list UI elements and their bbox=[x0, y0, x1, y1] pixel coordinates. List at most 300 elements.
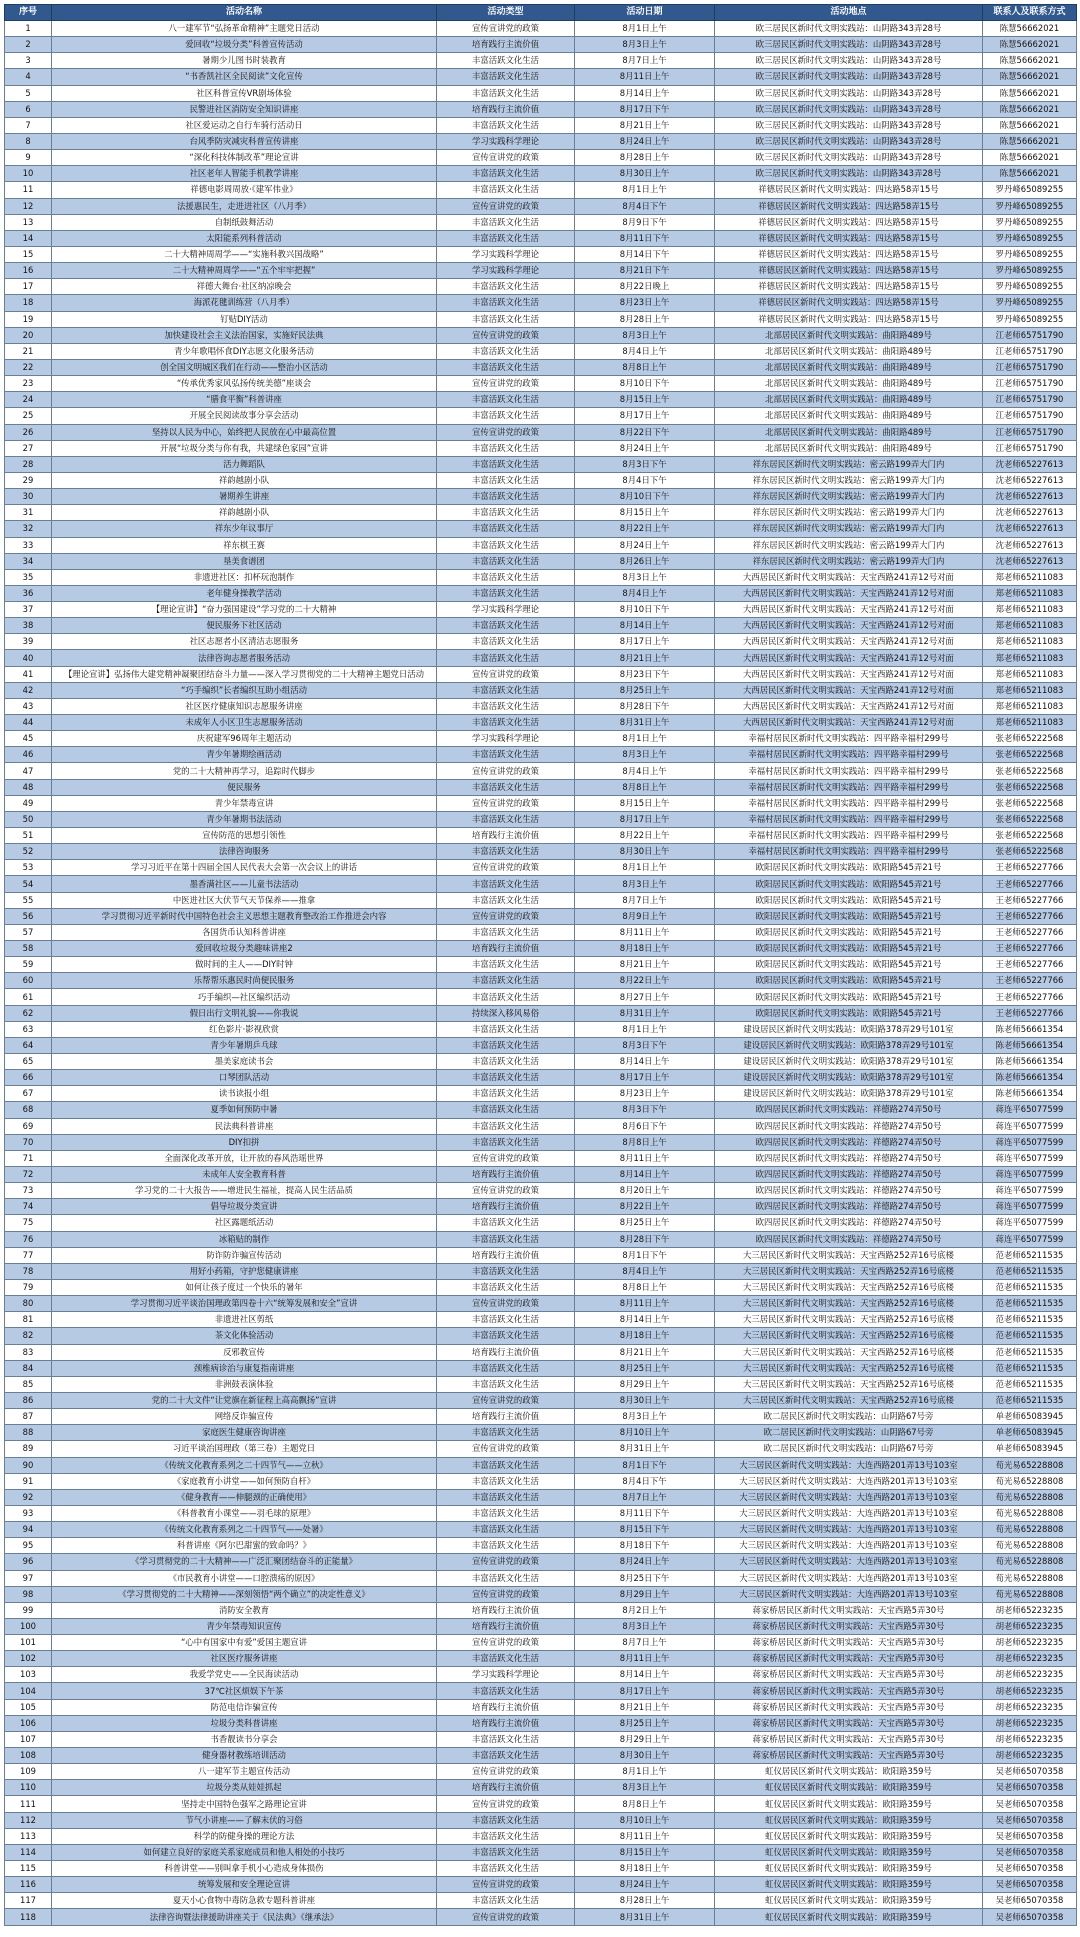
cell-contact: 罗丹峰65089255 bbox=[983, 263, 1077, 279]
cell-contact: 罗丹峰65089255 bbox=[983, 214, 1077, 230]
cell-contact: 罗丹峰65089255 bbox=[983, 182, 1077, 198]
cell-activity-type: 丰富活跃文化生活 bbox=[437, 1489, 575, 1505]
cell-activity-location: 欧二居民区新时代文明实践站：山阴路67号旁 bbox=[715, 1425, 983, 1441]
cell-contact: 蒋连平65077599 bbox=[983, 1231, 1077, 1247]
cell-activity-name: 社区老年人智能手机教学讲座 bbox=[52, 166, 437, 182]
cell-activity-date: 8月25日上午 bbox=[575, 1360, 715, 1376]
cell-activity-type: 丰富活跃文化生活 bbox=[437, 1893, 575, 1909]
table-row bbox=[5, 69, 1077, 85]
table-row bbox=[5, 1150, 1077, 1166]
cell-index: 42 bbox=[5, 682, 52, 698]
cell-contact: 江老师65751790 bbox=[983, 359, 1077, 375]
cell-activity-location: 大三居民区新时代文明实践站：天宝西路252弄16号底楼 bbox=[715, 1392, 983, 1408]
cell-activity-name: “巧手编织”长者编织互助小组活动 bbox=[52, 682, 437, 698]
cell-activity-location: 欧四居民区新时代文明实践站：祥德路274弄50号 bbox=[715, 1199, 983, 1215]
cell-index: 13 bbox=[5, 214, 52, 230]
cell-index: 68 bbox=[5, 1102, 52, 1118]
cell-activity-date: 8月15日下午 bbox=[575, 1522, 715, 1538]
cell-activity-location: 大三居民区新时代文明实践站：大连西路201弄13号103室 bbox=[715, 1522, 983, 1538]
cell-activity-type: 丰富活跃文化生活 bbox=[437, 1844, 575, 1860]
table-row bbox=[5, 1570, 1077, 1586]
cell-index: 90 bbox=[5, 1457, 52, 1473]
cell-contact: 蒋连平65077599 bbox=[983, 1183, 1077, 1199]
table-row bbox=[5, 715, 1077, 731]
cell-activity-type: 丰富活跃文化生活 bbox=[437, 585, 575, 601]
cell-index: 54 bbox=[5, 876, 52, 892]
cell-activity-date: 8月21日上午 bbox=[575, 1344, 715, 1360]
cell-contact: 沈老师65227613 bbox=[983, 537, 1077, 553]
cell-activity-location: 欧阳居民区新时代文明实践站：欧阳路545弄21号 bbox=[715, 892, 983, 908]
cell-activity-date: 8月3日上午 bbox=[575, 1618, 715, 1634]
table-row bbox=[5, 263, 1077, 279]
cell-index: 17 bbox=[5, 279, 52, 295]
cell-contact: 王老师65227766 bbox=[983, 860, 1077, 876]
cell-contact: 陈慧56662021 bbox=[983, 85, 1077, 101]
table-row bbox=[5, 666, 1077, 682]
table-row bbox=[5, 1425, 1077, 1441]
cell-activity-date: 8月3日上午 bbox=[575, 1409, 715, 1425]
table-row bbox=[5, 828, 1077, 844]
cell-activity-location: 虹仪居民区新时代文明实践站：欧阳路359号 bbox=[715, 1796, 983, 1812]
cell-activity-location: 欧阳居民区新时代文明实践站：欧阳路545弄21号 bbox=[715, 924, 983, 940]
cell-activity-date: 8月7日上午 bbox=[575, 1489, 715, 1505]
cell-contact: 蒋连平65077599 bbox=[983, 1102, 1077, 1118]
cell-activity-type: 宣传宣讲党的政策 bbox=[437, 150, 575, 166]
table-row bbox=[5, 1731, 1077, 1747]
cell-contact: 范老师65211535 bbox=[983, 1328, 1077, 1344]
table-row bbox=[5, 1877, 1077, 1893]
cell-activity-location: 大三居民区新时代文明实践站：天宝西路252弄16号底楼 bbox=[715, 1376, 983, 1392]
table-row bbox=[5, 1037, 1077, 1053]
table-body bbox=[5, 21, 1077, 1926]
table-row bbox=[5, 957, 1077, 973]
cell-activity-type: 培育践行主流价值 bbox=[437, 1166, 575, 1182]
cell-activity-name: 节气小讲座——了解末伏的习俗 bbox=[52, 1812, 437, 1828]
cell-activity-date: 8月28日上午 bbox=[575, 150, 715, 166]
cell-index: 34 bbox=[5, 553, 52, 569]
cell-activity-name: 爱回收垃圾分类趣味讲座2 bbox=[52, 941, 437, 957]
cell-activity-date: 8月24日上午 bbox=[575, 1554, 715, 1570]
cell-activity-location: 大三居民区新时代文明实践站：大连西路201弄13号103室 bbox=[715, 1473, 983, 1489]
cell-contact: 胡老师65223235 bbox=[983, 1683, 1077, 1699]
cell-activity-date: 8月31日上午 bbox=[575, 1441, 715, 1457]
cell-contact: 荀光易65228808 bbox=[983, 1457, 1077, 1473]
cell-activity-name: 书香靓读书分享会 bbox=[52, 1731, 437, 1747]
table-row bbox=[5, 989, 1077, 1005]
cell-activity-type: 丰富活跃文化生活 bbox=[437, 957, 575, 973]
table-row bbox=[5, 602, 1077, 618]
table-row bbox=[5, 553, 1077, 569]
cell-contact: 胡老师65223235 bbox=[983, 1602, 1077, 1618]
cell-index: 28 bbox=[5, 456, 52, 472]
cell-activity-location: 北部居民区新时代文明实践站：曲阳路489号 bbox=[715, 343, 983, 359]
table-row bbox=[5, 1005, 1077, 1021]
cell-activity-location: 蒋家桥居民区新时代文明实践站：天宝西路5弄30号 bbox=[715, 1683, 983, 1699]
cell-activity-date: 8月30日上午 bbox=[575, 844, 715, 860]
cell-activity-name: 祥韵越剧小队 bbox=[52, 505, 437, 521]
cell-activity-date: 8月29日上午 bbox=[575, 1586, 715, 1602]
cell-activity-location: 建设居民区新时代文明实践站：欧阳路378弄29号101室 bbox=[715, 1037, 983, 1053]
cell-activity-location: 大三居民区新时代文明实践站：大连西路201弄13号103室 bbox=[715, 1538, 983, 1554]
cell-contact: 罗丹峰65089255 bbox=[983, 246, 1077, 262]
cell-activity-name: 钉贴DIY活动 bbox=[52, 311, 437, 327]
cell-activity-date: 8月15日上午 bbox=[575, 795, 715, 811]
table-row bbox=[5, 1231, 1077, 1247]
cell-activity-type: 丰富活跃文化生活 bbox=[437, 1538, 575, 1554]
cell-activity-type: 宣传宣讲党的政策 bbox=[437, 1796, 575, 1812]
cell-contact: 张老师65222568 bbox=[983, 731, 1077, 747]
cell-activity-type: 宣传宣讲党的政策 bbox=[437, 376, 575, 392]
table-row bbox=[5, 295, 1077, 311]
cell-activity-location: 欧四居民区新时代文明实践站：祥德路274弄50号 bbox=[715, 1231, 983, 1247]
cell-activity-location: 欧三居民区新时代文明实践站：山阴路343弄28号 bbox=[715, 37, 983, 53]
cell-activity-date: 8月3日上午 bbox=[575, 569, 715, 585]
cell-activity-location: 大西居民区新时代文明实践站：天宝西路241弄12号对面 bbox=[715, 634, 983, 650]
cell-activity-name: 社区医疗服务讲座 bbox=[52, 1651, 437, 1667]
cell-activity-location: 大西居民区新时代文明实践站：天宝西路241弄12号对面 bbox=[715, 650, 983, 666]
cell-activity-location: 大三居民区新时代文明实践站：天宝西路252弄16号底楼 bbox=[715, 1328, 983, 1344]
cell-activity-date: 8月9日上午 bbox=[575, 908, 715, 924]
cell-activity-location: 欧四居民区新时代文明实践站：祥德路274弄50号 bbox=[715, 1183, 983, 1199]
cell-activity-type: 宣传宣讲党的政策 bbox=[437, 327, 575, 343]
cell-activity-type: 丰富活跃文化生活 bbox=[437, 553, 575, 569]
table-row bbox=[5, 1748, 1077, 1764]
cell-activity-date: 8月30日上午 bbox=[575, 1748, 715, 1764]
cell-activity-name: 网络反诈骗宣传 bbox=[52, 1409, 437, 1425]
cell-index: 46 bbox=[5, 747, 52, 763]
cell-index: 10 bbox=[5, 166, 52, 182]
cell-activity-location: 北部居民区新时代文明实践站：曲阳路489号 bbox=[715, 392, 983, 408]
cell-activity-name: 八一建军节主题宣传活动 bbox=[52, 1764, 437, 1780]
cell-contact: 张老师65222568 bbox=[983, 844, 1077, 860]
cell-index: 36 bbox=[5, 585, 52, 601]
table-row bbox=[5, 1635, 1077, 1651]
cell-activity-type: 宣传宣讲党的政策 bbox=[437, 424, 575, 440]
cell-index: 84 bbox=[5, 1360, 52, 1376]
cell-contact: 张老师65222568 bbox=[983, 779, 1077, 795]
cell-index: 88 bbox=[5, 1425, 52, 1441]
cell-activity-date: 8月24日上午 bbox=[575, 440, 715, 456]
cell-index: 27 bbox=[5, 440, 52, 456]
cell-activity-type: 丰富活跃文化生活 bbox=[437, 1263, 575, 1279]
cell-index: 87 bbox=[5, 1409, 52, 1425]
cell-index: 38 bbox=[5, 618, 52, 634]
cell-contact: 范老师65211535 bbox=[983, 1312, 1077, 1328]
cell-contact: 陈慧56662021 bbox=[983, 21, 1077, 37]
cell-activity-name: 台风季防灾减灾科普宣传讲座 bbox=[52, 133, 437, 149]
table-row bbox=[5, 618, 1077, 634]
cell-contact: 荀光易65228808 bbox=[983, 1554, 1077, 1570]
cell-activity-type: 丰富活跃文化生活 bbox=[437, 989, 575, 1005]
cell-activity-name: 法援惠民生，走进进社区（八月季） bbox=[52, 198, 437, 214]
cell-activity-date: 8月18日上午 bbox=[575, 1861, 715, 1877]
cell-activity-location: 大西居民区新时代文明实践站：天宝西路241弄12号对面 bbox=[715, 618, 983, 634]
cell-activity-type: 丰富活跃文化生活 bbox=[437, 343, 575, 359]
cell-index: 62 bbox=[5, 1005, 52, 1021]
cell-index: 19 bbox=[5, 311, 52, 327]
cell-index: 117 bbox=[5, 1893, 52, 1909]
cell-activity-date: 8月4日上午 bbox=[575, 763, 715, 779]
cell-activity-location: 祥德居民区新时代文明实践站：四达路58弄15号 bbox=[715, 230, 983, 246]
cell-index: 110 bbox=[5, 1780, 52, 1796]
cell-index: 40 bbox=[5, 650, 52, 666]
cell-activity-type: 丰富活跃文化生活 bbox=[437, 1279, 575, 1295]
cell-activity-location: 欧阳居民区新时代文明实践站：欧阳路545弄21号 bbox=[715, 908, 983, 924]
cell-activity-location: 幸福村居民区新时代文明实践站：四平路幸福村299号 bbox=[715, 828, 983, 844]
table-row bbox=[5, 682, 1077, 698]
cell-index: 56 bbox=[5, 908, 52, 924]
table-row bbox=[5, 973, 1077, 989]
table-row bbox=[5, 214, 1077, 230]
cell-index: 89 bbox=[5, 1441, 52, 1457]
cell-activity-date: 8月24日上午 bbox=[575, 133, 715, 149]
table-row bbox=[5, 408, 1077, 424]
cell-index: 66 bbox=[5, 1070, 52, 1086]
cell-activity-name: 红色影片·影视欣赏 bbox=[52, 1021, 437, 1037]
cell-activity-name: 祥韵越剧小队 bbox=[52, 472, 437, 488]
cell-contact: 单老师65083945 bbox=[983, 1425, 1077, 1441]
cell-activity-location: 虹仪居民区新时代文明实践站：欧阳路359号 bbox=[715, 1861, 983, 1877]
cell-activity-location: 祥东居民区新时代文明实践站：密云路199弄大门内 bbox=[715, 537, 983, 553]
cell-activity-type: 宣传宣讲党的政策 bbox=[437, 1296, 575, 1312]
cell-activity-date: 8月3日下午 bbox=[575, 1037, 715, 1053]
cell-activity-name: 爱回收“垃圾分类”科普宣传活动 bbox=[52, 37, 437, 53]
cell-contact: 吴老师65070358 bbox=[983, 1861, 1077, 1877]
cell-activity-location: 蒋家桥居民区新时代文明实践站：天宝西路5弄30号 bbox=[715, 1635, 983, 1651]
cell-activity-date: 8月31日上午 bbox=[575, 1909, 715, 1925]
cell-contact: 罗丹峰65089255 bbox=[983, 279, 1077, 295]
cell-contact: 胡老师65223235 bbox=[983, 1748, 1077, 1764]
table-row bbox=[5, 521, 1077, 537]
cell-index: 3 bbox=[5, 53, 52, 69]
cell-activity-location: 欧三居民区新时代文明实践站：山阴路343弄28号 bbox=[715, 53, 983, 69]
cell-activity-date: 8月1日下午 bbox=[575, 1457, 715, 1473]
table-row bbox=[5, 1909, 1077, 1925]
table-row bbox=[5, 924, 1077, 940]
cell-activity-location: 大三居民区新时代文明实践站：大连西路201弄13号103室 bbox=[715, 1505, 983, 1521]
cell-index: 113 bbox=[5, 1828, 52, 1844]
cell-activity-type: 丰富活跃文化生活 bbox=[437, 1215, 575, 1231]
header-activity-date: 活动日期 bbox=[575, 5, 715, 21]
cell-contact: 王老师65227766 bbox=[983, 892, 1077, 908]
cell-index: 32 bbox=[5, 521, 52, 537]
cell-activity-name: 消防安全教育 bbox=[52, 1602, 437, 1618]
cell-activity-type: 培育践行主流价值 bbox=[437, 1699, 575, 1715]
cell-activity-name: 如何建立良好的家庭关系家庭成员和他人相处的小技巧 bbox=[52, 1844, 437, 1860]
cell-activity-date: 8月8日上午 bbox=[575, 1134, 715, 1150]
cell-activity-date: 8月1日上午 bbox=[575, 1764, 715, 1780]
cell-activity-location: 欧三居民区新时代文明实践站：山阴路343弄28号 bbox=[715, 85, 983, 101]
cell-contact: 陈老师56661354 bbox=[983, 1070, 1077, 1086]
cell-contact: 蒋连平65077599 bbox=[983, 1118, 1077, 1134]
cell-activity-date: 8月4日下午 bbox=[575, 472, 715, 488]
cell-activity-location: 北部居民区新时代文明实践站：曲阳路489号 bbox=[715, 440, 983, 456]
cell-index: 115 bbox=[5, 1861, 52, 1877]
cell-activity-date: 8月3日上午 bbox=[575, 747, 715, 763]
cell-activity-date: 8月30日上午 bbox=[575, 1392, 715, 1408]
cell-activity-location: 建设居民区新时代文明实践站：欧阳路378弄29号101室 bbox=[715, 1021, 983, 1037]
cell-contact: 郑老师65211083 bbox=[983, 602, 1077, 618]
cell-index: 35 bbox=[5, 569, 52, 585]
table-row bbox=[5, 21, 1077, 37]
cell-activity-type: 丰富活跃文化生活 bbox=[437, 1425, 575, 1441]
cell-activity-type: 丰富活跃文化生活 bbox=[437, 1651, 575, 1667]
cell-activity-date: 8月22日上午 bbox=[575, 973, 715, 989]
cell-contact: 吴老师65070358 bbox=[983, 1844, 1077, 1860]
cell-activity-name: “膳食平衡”科普讲座 bbox=[52, 392, 437, 408]
cell-index: 75 bbox=[5, 1215, 52, 1231]
table-row bbox=[5, 505, 1077, 521]
cell-activity-name: 学习贯彻习近平新时代中国特色社会主义思想主题教育整改治工作推进会内容 bbox=[52, 908, 437, 924]
cell-activity-name: 便民服务下社区活动 bbox=[52, 618, 437, 634]
cell-activity-date: 8月3日下午 bbox=[575, 1102, 715, 1118]
table-row bbox=[5, 795, 1077, 811]
cell-activity-location: 大西居民区新时代文明实践站：天宝西路241弄12号对面 bbox=[715, 602, 983, 618]
cell-activity-location: 大三居民区新时代文明实践站：天宝西路252弄16号底楼 bbox=[715, 1279, 983, 1295]
cell-activity-name: “深化科技体制改革”理论宣讲 bbox=[52, 150, 437, 166]
cell-activity-location: 大三居民区新时代文明实践站：大连西路201弄13号103室 bbox=[715, 1489, 983, 1505]
cell-activity-date: 8月15日上午 bbox=[575, 392, 715, 408]
cell-activity-name: 《传统文化教育系列之二十四节气——处暑》 bbox=[52, 1522, 437, 1538]
cell-activity-date: 8月11日上午 bbox=[575, 1296, 715, 1312]
cell-activity-location: 欧四居民区新时代文明实践站：祥德路274弄50号 bbox=[715, 1134, 983, 1150]
cell-contact: 胡老师65223235 bbox=[983, 1618, 1077, 1634]
cell-contact: 王老师65227766 bbox=[983, 973, 1077, 989]
cell-contact: 荀光易65228808 bbox=[983, 1538, 1077, 1554]
cell-activity-date: 8月24日上午 bbox=[575, 537, 715, 553]
cell-activity-type: 学习实践科学理论 bbox=[437, 263, 575, 279]
cell-activity-location: 幸福村居民区新时代文明实践站：四平路幸福村299号 bbox=[715, 747, 983, 763]
cell-activity-name: 垃圾分类科普讲座 bbox=[52, 1715, 437, 1731]
cell-activity-name: 未成年人小区卫生志愿服务活动 bbox=[52, 715, 437, 731]
cell-activity-date: 8月23日上午 bbox=[575, 1086, 715, 1102]
table-row bbox=[5, 150, 1077, 166]
cell-activity-location: 祥德居民区新时代文明实践站：四达路58弄15号 bbox=[715, 182, 983, 198]
cell-activity-type: 培育践行主流价值 bbox=[437, 1602, 575, 1618]
cell-activity-name: 读书读报小组 bbox=[52, 1086, 437, 1102]
cell-contact: 单老师65083945 bbox=[983, 1409, 1077, 1425]
table-row bbox=[5, 53, 1077, 69]
cell-activity-type: 丰富活跃文化生活 bbox=[437, 456, 575, 472]
cell-contact: 胡老师65223235 bbox=[983, 1635, 1077, 1651]
cell-contact: 范老师65211535 bbox=[983, 1279, 1077, 1295]
cell-index: 16 bbox=[5, 263, 52, 279]
cell-contact: 陈老师56661354 bbox=[983, 1086, 1077, 1102]
cell-contact: 郑老师65211083 bbox=[983, 666, 1077, 682]
cell-contact: 陈老师56661354 bbox=[983, 1054, 1077, 1070]
cell-activity-name: 全面深化改革开放，让开放的春风浩瑶世界 bbox=[52, 1150, 437, 1166]
cell-contact: 陈慧56662021 bbox=[983, 117, 1077, 133]
cell-activity-location: 祥东居民区新时代文明实践站：密云路199弄大门内 bbox=[715, 521, 983, 537]
cell-index: 94 bbox=[5, 1522, 52, 1538]
cell-contact: 罗丹峰65089255 bbox=[983, 230, 1077, 246]
cell-activity-type: 学习实践科学理论 bbox=[437, 602, 575, 618]
cell-contact: 沈老师65227613 bbox=[983, 505, 1077, 521]
cell-activity-date: 8月30日上午 bbox=[575, 166, 715, 182]
cell-activity-name: 海派花毽训练营（八月季） bbox=[52, 295, 437, 311]
cell-activity-name: 倡导垃圾分类宣讲 bbox=[52, 1199, 437, 1215]
cell-index: 100 bbox=[5, 1618, 52, 1634]
cell-activity-date: 8月7日上午 bbox=[575, 53, 715, 69]
cell-contact: 江老师65751790 bbox=[983, 376, 1077, 392]
cell-activity-location: 欧阳居民区新时代文明实践站：欧阳路545弄21号 bbox=[715, 876, 983, 892]
table-row bbox=[5, 1683, 1077, 1699]
cell-activity-name: 宣传防范的思想引领性 bbox=[52, 828, 437, 844]
cell-activity-name: 坚持走中国特色强军之路理论宣讲 bbox=[52, 1796, 437, 1812]
cell-contact: 蒋连平65077599 bbox=[983, 1199, 1077, 1215]
cell-index: 114 bbox=[5, 1844, 52, 1860]
cell-index: 20 bbox=[5, 327, 52, 343]
cell-activity-name: 各国货币认知科普讲座 bbox=[52, 924, 437, 940]
cell-activity-date: 8月21日上午 bbox=[575, 117, 715, 133]
cell-activity-type: 丰富活跃文化生活 bbox=[437, 1231, 575, 1247]
cell-activity-type: 培育践行主流价值 bbox=[437, 1247, 575, 1263]
table-row bbox=[5, 117, 1077, 133]
cell-activity-location: 幸福村居民区新时代文明实践站：四平路幸福村299号 bbox=[715, 795, 983, 811]
cell-contact: 江老师65751790 bbox=[983, 343, 1077, 359]
cell-index: 48 bbox=[5, 779, 52, 795]
cell-activity-name: 我爱学党史——全民海读活动 bbox=[52, 1667, 437, 1683]
cell-index: 106 bbox=[5, 1715, 52, 1731]
cell-activity-type: 丰富活跃文化生活 bbox=[437, 1861, 575, 1877]
table-row bbox=[5, 1215, 1077, 1231]
table-row bbox=[5, 392, 1077, 408]
cell-index: 74 bbox=[5, 1199, 52, 1215]
cell-activity-location: 大西居民区新时代文明实践站：天宝西路241弄12号对面 bbox=[715, 666, 983, 682]
cell-activity-name: 党的二十大精神再学习，追踪时代脚步 bbox=[52, 763, 437, 779]
cell-index: 67 bbox=[5, 1086, 52, 1102]
cell-activity-name: 青少年暑期绘画活动 bbox=[52, 747, 437, 763]
cell-activity-name: 活力舞蹈队 bbox=[52, 456, 437, 472]
cell-contact: 吴老师65070358 bbox=[983, 1828, 1077, 1844]
cell-contact: 张老师65222568 bbox=[983, 795, 1077, 811]
cell-activity-location: 幸福村居民区新时代文明实践站：四平路幸福村299号 bbox=[715, 844, 983, 860]
cell-activity-type: 丰富活跃文化生活 bbox=[437, 682, 575, 698]
cell-activity-date: 8月3日上午 bbox=[575, 327, 715, 343]
table-row bbox=[5, 1473, 1077, 1489]
cell-activity-name: 习近平谈治国理政（第三卷）主题党日 bbox=[52, 1441, 437, 1457]
cell-activity-name: 坚持以人民为中心，始终把人民放在心中最高位置 bbox=[52, 424, 437, 440]
cell-index: 92 bbox=[5, 1489, 52, 1505]
cell-activity-location: 大西居民区新时代文明实践站：天宝西路241弄12号对面 bbox=[715, 585, 983, 601]
cell-index: 63 bbox=[5, 1021, 52, 1037]
cell-index: 12 bbox=[5, 198, 52, 214]
cell-activity-type: 学习实践科学理论 bbox=[437, 731, 575, 747]
table-row bbox=[5, 1021, 1077, 1037]
cell-activity-name: 青少年禁毒宣讲 bbox=[52, 795, 437, 811]
cell-activity-type: 丰富活跃文化生活 bbox=[437, 311, 575, 327]
table-row bbox=[5, 1893, 1077, 1909]
cell-activity-name: 开展“垃圾分类与你有我，共建绿色家园”宣讲 bbox=[52, 440, 437, 456]
cell-activity-date: 8月1日上午 bbox=[575, 182, 715, 198]
table-row bbox=[5, 1441, 1077, 1457]
cell-activity-type: 丰富活跃文化生活 bbox=[437, 1360, 575, 1376]
cell-activity-type: 宣传宣讲党的政策 bbox=[437, 1150, 575, 1166]
cell-activity-date: 8月6日下午 bbox=[575, 1118, 715, 1134]
cell-activity-location: 欧阳居民区新时代文明实践站：欧阳路545弄21号 bbox=[715, 1005, 983, 1021]
cell-activity-date: 8月27日上午 bbox=[575, 989, 715, 1005]
cell-activity-type: 丰富活跃文化生活 bbox=[437, 973, 575, 989]
cell-activity-name: 祥德大舞台·社区纳凉晚会 bbox=[52, 279, 437, 295]
cell-activity-location: 北部居民区新时代文明实践站：曲阳路489号 bbox=[715, 376, 983, 392]
cell-activity-location: 欧阳居民区新时代文明实践站：欧阳路545弄21号 bbox=[715, 989, 983, 1005]
cell-activity-type: 宣传宣讲党的政策 bbox=[437, 198, 575, 214]
table-row bbox=[5, 892, 1077, 908]
cell-index: 107 bbox=[5, 1731, 52, 1747]
cell-index: 58 bbox=[5, 941, 52, 957]
table-row bbox=[5, 844, 1077, 860]
cell-activity-date: 8月4日下午 bbox=[575, 198, 715, 214]
